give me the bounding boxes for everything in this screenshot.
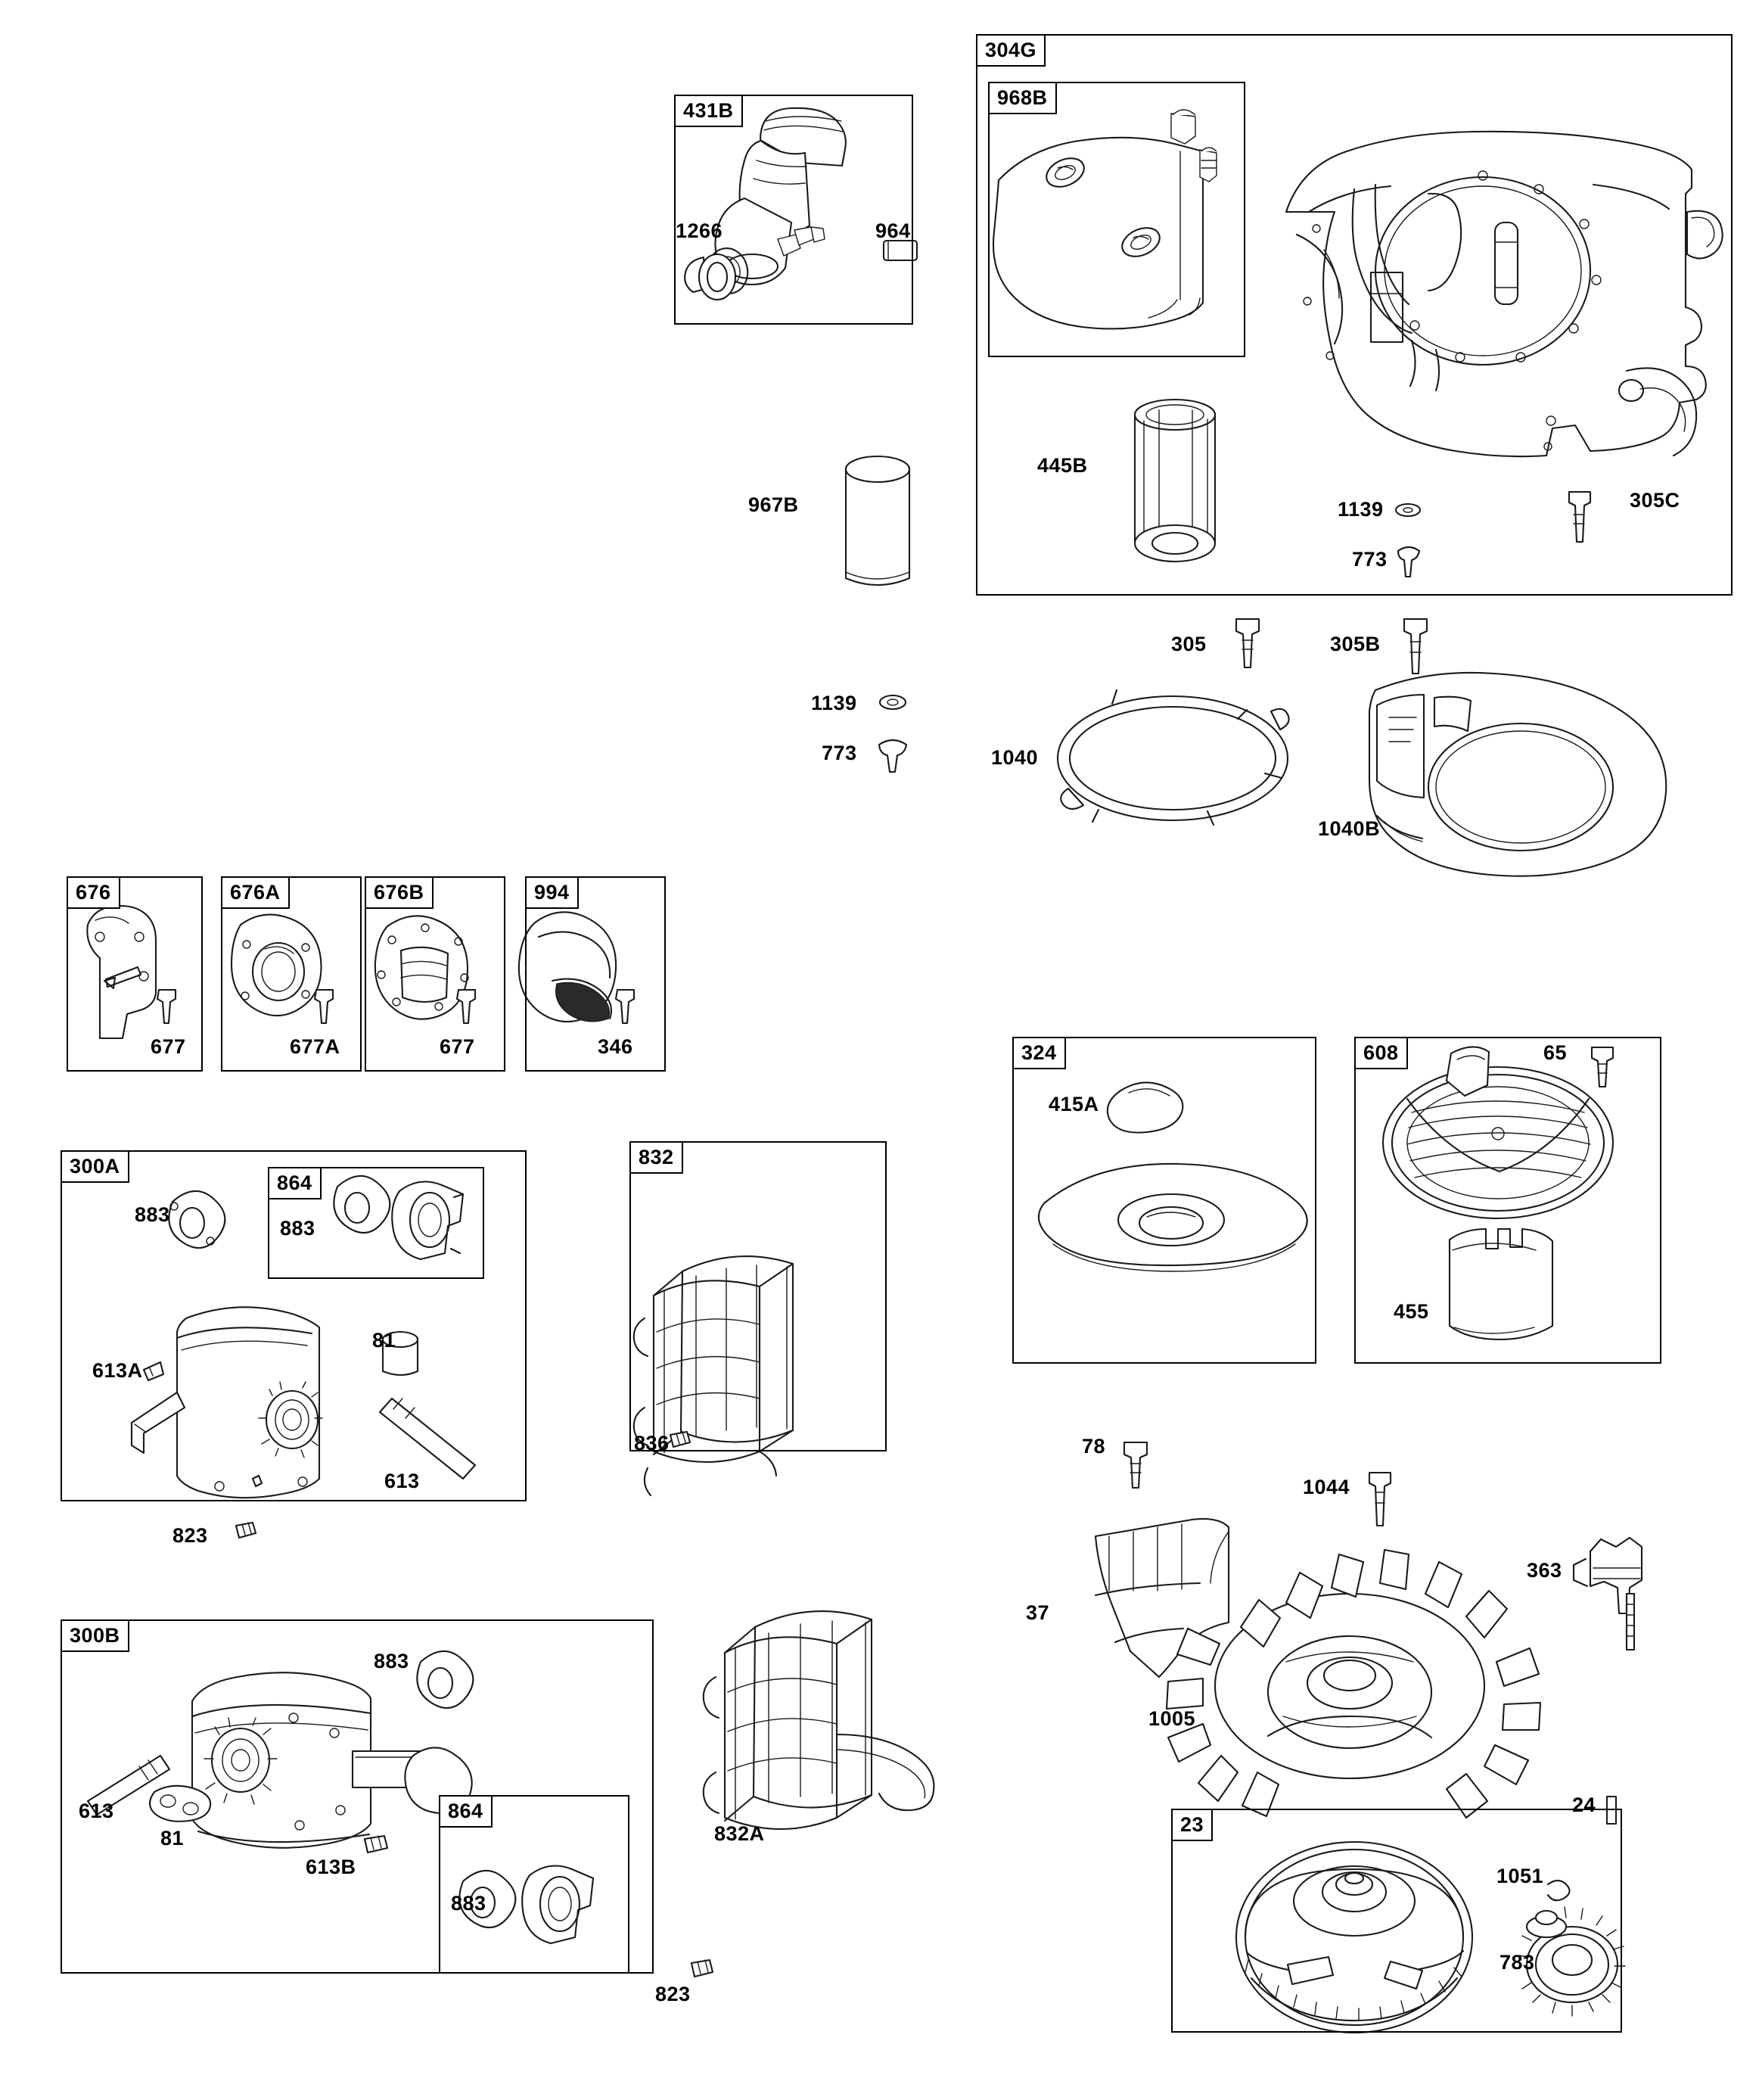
label-346-994: 346 [598,1035,633,1058]
label-305b: 305B [1330,633,1381,655]
group-tag-324: 324 [1012,1037,1066,1069]
label-1040: 1040 [991,746,1039,769]
label-964: 964 [875,219,911,242]
label-305c: 305C [1630,489,1680,512]
label-883-864-lower: 883 [451,1892,486,1915]
group-tag-300b: 300B [61,1619,129,1652]
label-823-upper: 823 [172,1524,208,1547]
label-81-300b: 81 [160,1827,185,1850]
label-1266: 1266 [676,219,723,242]
group-box-324 [1012,1037,1316,1364]
label-613b: 613B [306,1856,356,1878]
part-1040-art [1058,690,1289,825]
part-832a-art [704,1611,934,1829]
part-967b-art [846,456,909,585]
label-1005: 1005 [1148,1707,1196,1730]
group-tag-968b: 968B [988,82,1057,114]
part-1040b-art [1369,673,1666,876]
label-677-676: 677 [151,1035,186,1058]
label-613a: 613A [92,1359,143,1382]
label-305: 305 [1171,633,1207,655]
group-tag-676b: 676B [365,876,434,909]
group-box-968b [988,82,1245,357]
label-613-300a: 613 [384,1470,420,1492]
group-tag-864-upper: 864 [268,1167,322,1199]
label-363: 363 [1527,1559,1562,1582]
label-773-upper: 773 [1352,548,1388,571]
label-823-lower: 823 [655,1983,691,2005]
part-363-art [1574,1538,1642,1650]
label-836: 836 [634,1432,670,1454]
label-773-lower: 773 [822,742,857,764]
fastener-group-lower [879,695,906,772]
label-677a-676a: 677A [290,1035,340,1058]
group-tag-300a: 300A [61,1150,129,1183]
group-tag-608: 608 [1354,1037,1408,1069]
label-613-300b: 613 [79,1800,114,1822]
label-81-300a: 81 [372,1329,396,1352]
label-37: 37 [1026,1601,1050,1624]
label-967b: 967B [748,493,799,516]
group-tag-431b: 431B [674,95,743,127]
label-883-300a: 883 [135,1203,170,1226]
group-box-431b [674,95,913,325]
part-78-art [1124,1442,1147,1488]
group-tag-676: 676 [67,876,120,909]
group-tag-304g: 304G [976,34,1046,67]
label-883-300b: 883 [374,1650,409,1672]
group-tag-994: 994 [525,876,579,909]
label-677-676b: 677 [440,1035,475,1058]
label-783: 783 [1500,1951,1535,1974]
label-1139-lower: 1139 [811,692,857,714]
label-415a: 415A [1049,1093,1099,1115]
label-445b: 445B [1037,454,1088,477]
group-tag-676a: 676A [221,876,290,909]
label-65: 65 [1543,1041,1568,1064]
part-305b-art [1404,619,1427,674]
label-24: 24 [1572,1794,1596,1816]
label-832a: 832A [714,1822,765,1845]
group-box-832 [629,1141,887,1451]
label-883-864: 883 [280,1217,315,1240]
part-823-lower-art [691,1960,713,1977]
label-1040b: 1040B [1318,817,1381,840]
group-tag-864-lower: 864 [439,1795,493,1828]
label-1051: 1051 [1496,1865,1544,1887]
label-1139-upper: 1139 [1338,498,1384,521]
label-1044: 1044 [1303,1476,1350,1498]
group-tag-23: 23 [1171,1809,1213,1841]
group-tag-832: 832 [629,1141,683,1174]
part-1044-art [1369,1473,1391,1526]
label-78: 78 [1082,1435,1106,1458]
part-305-art [1236,619,1259,667]
label-455: 455 [1394,1300,1429,1323]
group-box-23 [1171,1809,1622,2033]
